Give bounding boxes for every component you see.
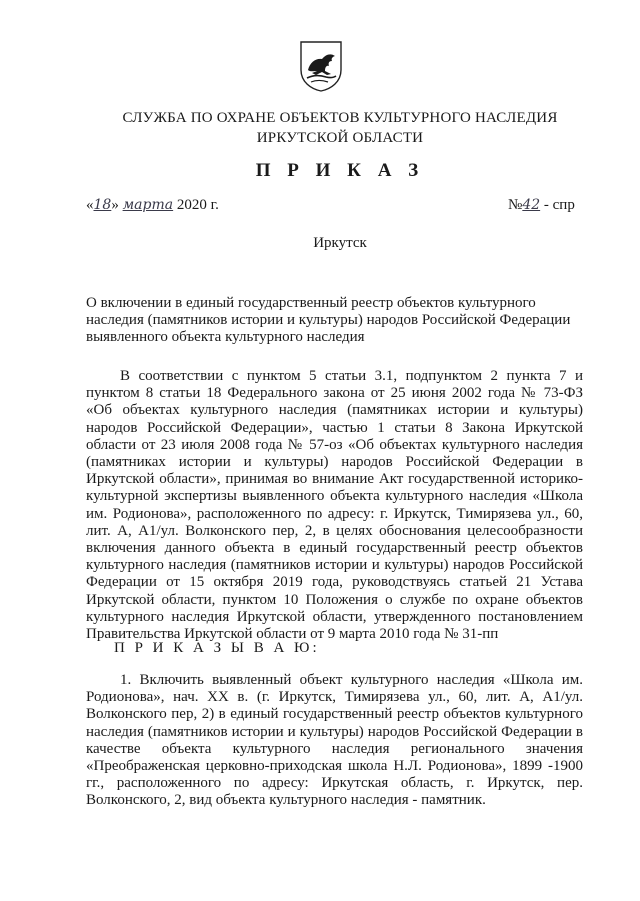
legal-basis-paragraph: В соответствии с пунктом 5 статьи 3.1, подпунктом 2 пункта 7 и пунктом 8 статьи 18 Федерального закона от 25 июня 2002 года № 73-ФЗ «Об объектах культурного наследия (памятниках истории и культуры) народов Российской Федерации», частью 1 статьи 8 Закона Иркутской области от 23 июля 2008 года № 57-оз «Об объектах культурного наследия (памятниках истории и культуры) народов Российской Федерации в Иркутской области», принимая во внимание Акт государственной историко-культурной экспертизы выявленного объекта культурного наследия «Школа им. Родионова», расположенного по адресу: г. Иркутск, Тимирязева ул., 60, лит. А, А1/ул. Волконского пер, 2, в целях обоснования целесообразности включения данного объекта в единый государственный реестр объектов культурного наследия (памятников истории и культуры) народов Российской Федерации от 15 октября 2019 года, руководствуясь статьей 21 Устава Иркутской области, пунктом 10 Положения о службе по охране объектов культурного наследия Иркутской области, утвержденного постановлением Правительства Иркутской области от 9 марта 2010 года № 31-пп bbox=[86, 368, 583, 643]
organization-name-line1: СЛУЖБА ПО ОХРАНЕ ОБЪЕКТОВ КУЛЬТУРНОГО НАСЛЕДИЯ bbox=[122, 110, 558, 126]
organization-name-line2: ИРКУТСКОЙ ОБЛАСТИ bbox=[256, 130, 424, 146]
date-close-quote: » bbox=[111, 197, 119, 213]
document-date bbox=[86, 197, 219, 214]
document-number bbox=[508, 197, 575, 214]
date-day-handwritten: 18 bbox=[93, 197, 112, 213]
order-heading: П Р И К А З Ы В А Ю: bbox=[114, 640, 320, 656]
date-year: 2020 г. bbox=[176, 197, 219, 213]
date-month-handwritten: марта bbox=[122, 197, 174, 213]
date-open-quote: « bbox=[86, 197, 94, 213]
document-city: Иркутск bbox=[313, 235, 367, 251]
number-sign: № bbox=[508, 197, 523, 213]
document-type-title: П Р И К А З bbox=[255, 160, 425, 181]
order-item-1: 1. Включить выявленный объект культурного наследия «Школа им. Родионова», нач. XX в. (г. Иркутск, Тимирязева ул., 60, лит. А, А1/ул. Волконского пер, 2) в единый государственный реестр объектов культурного наследия (памятников истории и культуры) народов Российской Федерации в качестве объекта культурного наследия регионального значения «Преображенская церковно-приходская школа Н.Л. Родионова», 1899 -1900 гг., расположенного по адресу: Иркутская область, г. Иркутск, пер. Волконского, 2, вид объекта культурного наследия - памятник. bbox=[86, 672, 583, 809]
irkutsk-coat-of-arms-icon bbox=[298, 40, 344, 92]
order-subject: О включении в единый государственный реестр объектов культурного наследия (памятников истории и культуры) народов Российской Федерации выявленного объекта культурного наследия bbox=[86, 295, 571, 346]
number-value-handwritten: 42 bbox=[522, 197, 541, 213]
number-suffix: - спр bbox=[543, 197, 575, 213]
